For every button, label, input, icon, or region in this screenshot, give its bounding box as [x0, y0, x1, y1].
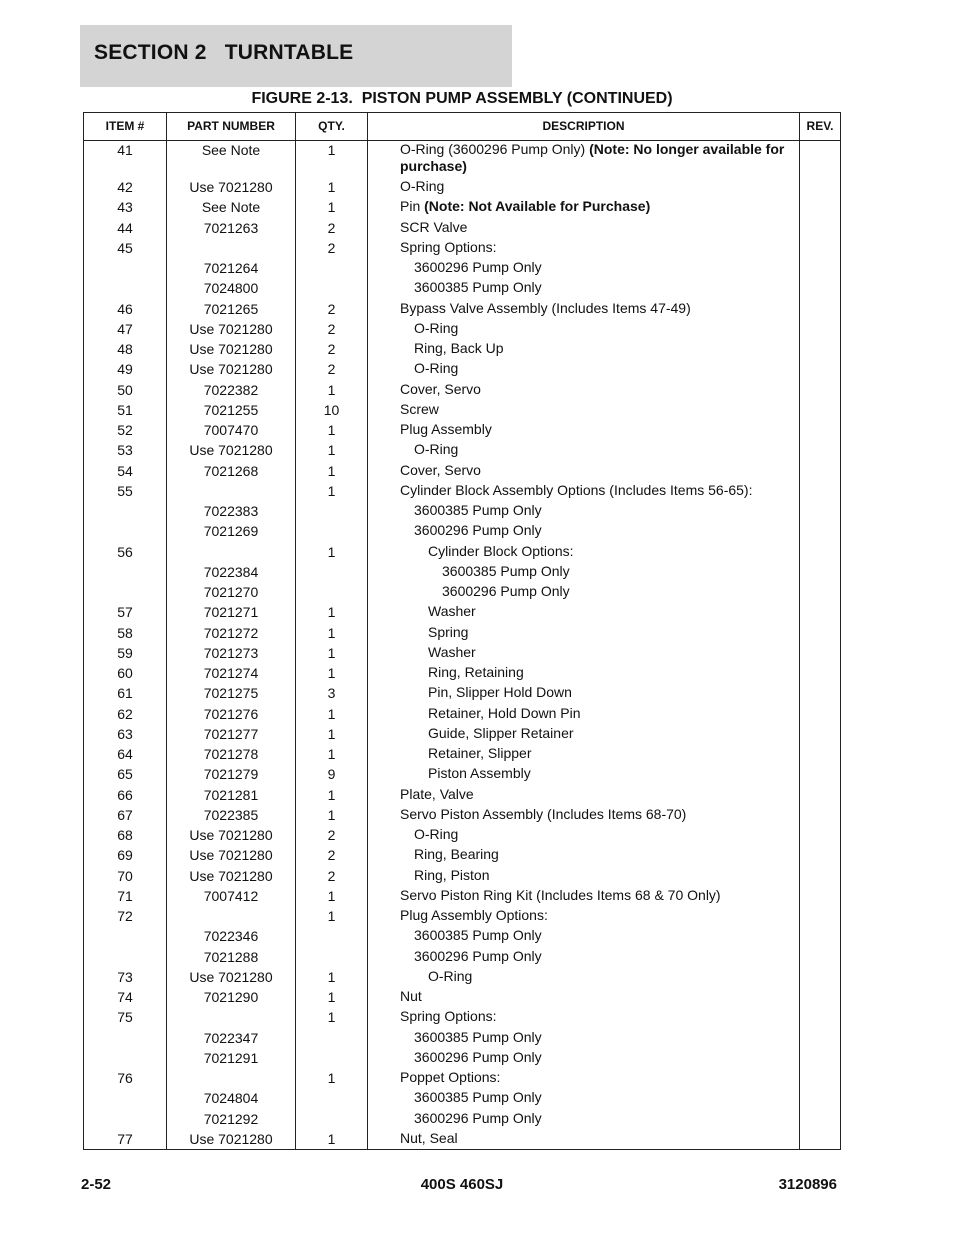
table-row [84, 501, 840, 521]
part-number: Use 7021280 [189, 968, 273, 985]
quantity: 9 [327, 766, 336, 783]
item-number: 55 [117, 482, 133, 499]
item-number: 45 [117, 239, 133, 256]
description [400, 644, 824, 661]
table-row [84, 542, 840, 562]
description-text: 3600385 Pump Only [414, 502, 542, 518]
description [400, 239, 796, 256]
description-text: Plug Assembly [400, 421, 492, 437]
table-row [84, 299, 840, 319]
quantity: 1 [327, 665, 336, 681]
part-number: Use 7021280 [189, 341, 273, 357]
description [400, 867, 810, 884]
quantity: 1 [327, 442, 336, 459]
part-number: 7021273 [203, 644, 259, 661]
availability-note: (Note: No longer available for purchase) [400, 141, 785, 174]
item-number: 56 [117, 543, 133, 560]
description-text: Servo Piston Ring Kit (Includes Items 68 & 70 Only) [400, 886, 721, 903]
description-text: Plate, Valve [400, 785, 474, 802]
description-text: 3600296 Pump Only [414, 1109, 542, 1126]
description-text: 3600385 Pump Only [442, 562, 570, 579]
description [400, 988, 796, 1005]
table-row [84, 1068, 840, 1088]
part-number: 7021275 [203, 685, 259, 702]
quantity: 1 [327, 989, 336, 1005]
part-number: Use 7021280 [189, 827, 273, 843]
item-number: 43 [117, 199, 133, 216]
description [400, 360, 810, 377]
quantity: 1 [327, 786, 336, 803]
description [400, 1029, 810, 1046]
table-row [84, 602, 840, 622]
column-header-rev: REV. [806, 119, 834, 133]
description [400, 1008, 796, 1025]
description-text: 3600385 Pump Only [414, 279, 542, 296]
table-row [84, 987, 840, 1007]
description [400, 543, 824, 560]
table-row [84, 623, 840, 643]
part-number: See Note [201, 199, 261, 216]
description-text: Cylinder Block Assembly Options (Includes Items 56-65): [400, 481, 753, 498]
item-number: 67 [117, 806, 133, 823]
table-row [84, 400, 840, 420]
description [400, 684, 824, 701]
part-number: 7021276 [203, 705, 259, 722]
quantity: 1 [327, 624, 336, 641]
column-header-item: ITEM # [105, 119, 145, 133]
quantity: 1 [327, 482, 336, 499]
description [400, 401, 796, 418]
item-number: 41 [117, 142, 133, 158]
item-number: 52 [117, 422, 133, 438]
item-number: 62 [117, 705, 133, 722]
description-text: Retainer, Hold Down Pin [428, 704, 581, 721]
description-text: O-Ring [400, 178, 445, 194]
description-text: Washer [428, 603, 476, 620]
table-row [84, 825, 840, 845]
description-text: Cover, Servo [400, 461, 481, 478]
part-number: Use 7021280 [189, 1130, 273, 1147]
item-number: 73 [117, 968, 133, 985]
item-number: 53 [117, 442, 133, 459]
parts-table [83, 112, 841, 1150]
description [400, 1130, 796, 1147]
item-number: 68 [117, 827, 133, 843]
description-text: Poppet Options: [400, 1069, 501, 1085]
description [400, 826, 810, 843]
table-row [84, 704, 840, 724]
table-row [84, 724, 840, 744]
item-number: 61 [117, 685, 133, 702]
part-number: 7021271 [203, 604, 259, 621]
description-text: Nut, Seal [400, 1129, 458, 1146]
part-number: 7021270 [203, 584, 259, 600]
table-row [84, 744, 840, 764]
table-row [84, 582, 840, 602]
table-row [84, 521, 840, 541]
part-number: 7022382 [203, 381, 259, 398]
table-row [84, 886, 840, 906]
table-row [84, 278, 840, 298]
part-number: 7022347 [203, 1029, 259, 1046]
part-number: See Note [201, 142, 261, 158]
part-number: Use 7021280 [189, 361, 273, 378]
quantity: 1 [327, 1070, 336, 1086]
description-text: Pin, Slipper Hold Down [428, 684, 572, 701]
description-text: Retainer, Slipper [428, 745, 532, 761]
part-number: Use 7021280 [189, 442, 273, 459]
part-number: 7021292 [203, 1110, 259, 1127]
item-number: 54 [117, 462, 133, 479]
part-number: Use 7021280 [189, 179, 273, 195]
quantity: 1 [327, 199, 336, 216]
part-number: Use 7021280 [189, 320, 273, 337]
table-row [84, 1109, 840, 1129]
figure-title: FIGURE 2-13. PISTON PUMP ASSEMBLY (CONTINUED) [251, 90, 673, 107]
item-number: 74 [117, 989, 133, 1005]
description [400, 624, 824, 641]
description [400, 522, 810, 539]
quantity: 2 [327, 827, 336, 843]
table-row [84, 683, 840, 703]
description-text: Servo Piston Assembly (Includes Items 68-70) [400, 805, 687, 822]
quantity: 1 [327, 462, 336, 479]
description [400, 583, 838, 600]
quantity: 1 [327, 887, 336, 904]
document-number: 3120896 [778, 1176, 837, 1193]
description [400, 927, 810, 944]
table-row [84, 906, 840, 926]
item-number: 64 [117, 746, 133, 762]
quantity: 1 [327, 908, 336, 924]
quantity: 1 [327, 968, 336, 985]
part-number: Use 7021280 [189, 867, 273, 884]
quantity: 1 [327, 381, 336, 398]
quantity: 1 [327, 1009, 336, 1026]
description [400, 300, 796, 317]
description-text: O-Ring [414, 826, 459, 842]
description [400, 1089, 810, 1106]
availability-note: (Note: Not Available for Purchase) [424, 198, 651, 215]
quantity: 2 [327, 320, 336, 337]
description-text: Cover, Servo [400, 380, 481, 397]
description-text: Washer [428, 643, 476, 660]
item-number: 65 [117, 766, 133, 783]
item-number: 72 [117, 908, 133, 924]
quantity: 10 [323, 401, 340, 418]
part-number: 7021281 [203, 786, 259, 803]
part-number: 7021264 [203, 260, 259, 276]
part-number: 7022383 [203, 503, 259, 519]
description [400, 786, 796, 803]
table-row [84, 805, 840, 825]
description-text: 3600385 Pump Only [414, 1089, 542, 1106]
section-header [80, 25, 512, 87]
item-number: 63 [117, 725, 133, 742]
table-row [84, 1088, 840, 1108]
part-number: 7021265 [203, 300, 259, 317]
description [400, 806, 796, 823]
description-text: Cylinder Block Options: [428, 542, 574, 559]
table-row [84, 1129, 840, 1149]
description [400, 340, 810, 357]
part-number: 7022385 [203, 806, 259, 823]
description-text: 3600296 Pump Only [414, 1048, 542, 1065]
table-row [84, 643, 840, 663]
description-text: O-Ring (3600296 Pump Only) [400, 141, 590, 157]
column-header-qty: QTY. [318, 119, 345, 133]
description [400, 198, 796, 215]
quantity: 2 [327, 300, 336, 317]
item-number: 48 [117, 341, 133, 357]
item-number: 59 [117, 644, 133, 661]
description [400, 603, 824, 620]
part-number: 7022346 [203, 928, 259, 945]
table-row [84, 420, 840, 440]
part-number: 7021288 [203, 948, 259, 965]
part-number: 7007412 [203, 887, 259, 904]
table-body [84, 140, 840, 1149]
description-text: Ring, Back Up [414, 340, 504, 356]
description-text: Nut [400, 988, 422, 1004]
part-number: 7021277 [203, 725, 259, 742]
table-row [84, 481, 840, 501]
item-number: 71 [117, 887, 133, 904]
item-number: 46 [117, 300, 133, 317]
description-text: O-Ring [414, 441, 459, 458]
quantity: 1 [327, 1130, 336, 1147]
description [400, 259, 810, 276]
description-text: 3600296 Pump Only [442, 583, 570, 599]
table-row [84, 238, 840, 258]
quantity: 1 [327, 644, 336, 661]
item-number: 51 [117, 401, 133, 418]
description [400, 482, 796, 499]
table-row [84, 947, 840, 967]
table-row [84, 380, 840, 400]
description-text: Ring, Retaining [428, 664, 524, 680]
part-number: Use 7021280 [189, 847, 273, 864]
quantity: 1 [327, 806, 336, 823]
description [400, 462, 796, 479]
description-text: Pin [400, 198, 425, 215]
part-number: 7021268 [203, 462, 259, 479]
column-header-part-number: PART NUMBER [187, 119, 275, 133]
part-number: 7021274 [203, 665, 259, 681]
table-row [84, 845, 840, 865]
description-text: 3600296 Pump Only [414, 522, 542, 539]
item-number: 42 [117, 179, 133, 195]
description-text: Guide, Slipper Retainer [428, 724, 574, 741]
quantity: 2 [327, 847, 336, 864]
table-row [84, 866, 840, 886]
item-number: 57 [117, 604, 133, 621]
table-row [84, 339, 840, 359]
description-text: SCR Valve [400, 218, 468, 235]
item-number: 70 [117, 867, 133, 884]
table-row [84, 440, 840, 460]
description [400, 725, 824, 742]
table-row [84, 967, 840, 987]
description-text: O-Ring [414, 319, 459, 336]
table-row [84, 1048, 840, 1068]
item-number: 69 [117, 847, 133, 864]
quantity: 1 [327, 746, 336, 762]
description [400, 1049, 810, 1066]
table-row [84, 764, 840, 784]
part-number: 7021272 [203, 624, 259, 641]
part-number: 7021255 [203, 401, 259, 418]
table-row [84, 562, 840, 582]
description [400, 279, 810, 296]
column-header-description: DESCRIPTION [542, 119, 625, 133]
table-row [84, 140, 840, 177]
quantity: 2 [327, 239, 336, 256]
page-number: 2-52 [81, 1176, 112, 1193]
description-text: O-Ring [428, 967, 473, 984]
description-text: Screw [400, 400, 439, 417]
part-number: 7021290 [203, 989, 259, 1005]
description [400, 846, 810, 863]
description [400, 381, 796, 398]
quantity: 1 [327, 179, 336, 195]
quantity: 2 [327, 361, 336, 378]
item-number: 50 [117, 381, 133, 398]
description [400, 968, 824, 985]
table-row [84, 218, 840, 238]
part-number: 7024804 [203, 1090, 259, 1107]
quantity: 3 [327, 685, 336, 702]
item-number: 44 [117, 219, 133, 236]
table-row [84, 359, 840, 379]
quantity: 1 [327, 543, 336, 560]
item-number: 60 [117, 665, 133, 681]
part-number: 7021291 [203, 1049, 259, 1066]
description-text: 3600385 Pump Only [414, 927, 542, 944]
description-text: O-Ring [414, 360, 459, 377]
description [400, 765, 824, 782]
description-text: Spring [428, 623, 469, 640]
description [400, 1110, 810, 1127]
part-number: 7021269 [203, 523, 259, 540]
part-number: 7024800 [203, 280, 259, 297]
table-row [84, 785, 840, 805]
description-text: Piston Assembly [428, 765, 531, 782]
quantity: 2 [327, 867, 336, 884]
description [400, 320, 810, 337]
item-number: 77 [117, 1130, 133, 1147]
model-label: 400S 460SJ [420, 1176, 504, 1193]
quantity: 1 [327, 705, 336, 722]
description [400, 421, 796, 438]
item-number: 76 [117, 1070, 133, 1086]
item-number: 47 [117, 320, 133, 337]
description-text: 3600296 Pump Only [414, 259, 542, 275]
description-text: Bypass Valve Assembly (Includes Items 47-49) [400, 299, 691, 316]
part-number: 7007470 [203, 422, 259, 438]
table-row [84, 177, 840, 197]
part-number: 7021263 [203, 219, 259, 236]
table-row [84, 1028, 840, 1048]
table-row [84, 663, 840, 683]
part-number: 7021278 [203, 746, 259, 762]
description-text: Ring, Bearing [414, 846, 499, 863]
description [400, 1069, 796, 1086]
description [400, 141, 796, 175]
table-row [84, 258, 840, 278]
description-text: Plug Assembly Options: [400, 907, 548, 923]
quantity: 2 [327, 219, 336, 236]
item-number: 75 [117, 1009, 133, 1026]
description-text: Ring, Piston [414, 866, 490, 883]
description [400, 441, 810, 458]
description [400, 907, 796, 924]
description [400, 705, 824, 722]
table-row [84, 461, 840, 481]
item-number: 49 [117, 361, 133, 378]
description [400, 563, 838, 580]
table-row [84, 319, 840, 339]
item-number: 66 [117, 786, 133, 803]
description [400, 502, 810, 519]
description [400, 219, 796, 236]
item-number: 58 [117, 624, 133, 641]
description-text: 3600385 Pump Only [414, 1028, 542, 1045]
description [400, 887, 796, 904]
description [400, 664, 824, 681]
description-text: 3600296 Pump Only [414, 947, 542, 964]
table-row [84, 197, 840, 217]
description-text: Spring Options: [400, 238, 497, 255]
description-text: Spring Options: [400, 1008, 497, 1025]
part-number: 7022384 [203, 563, 259, 580]
quantity: 1 [327, 725, 336, 742]
quantity: 2 [327, 341, 336, 357]
part-number: 7021279 [203, 766, 259, 783]
quantity: 1 [327, 422, 336, 438]
description [400, 178, 796, 195]
quantity: 1 [327, 142, 336, 158]
quantity: 1 [327, 604, 336, 621]
table-row [84, 1007, 840, 1027]
description [400, 948, 810, 965]
section-title: SECTION 2 TURNTABLE [94, 41, 354, 64]
table-row [84, 926, 840, 946]
description [400, 745, 824, 762]
